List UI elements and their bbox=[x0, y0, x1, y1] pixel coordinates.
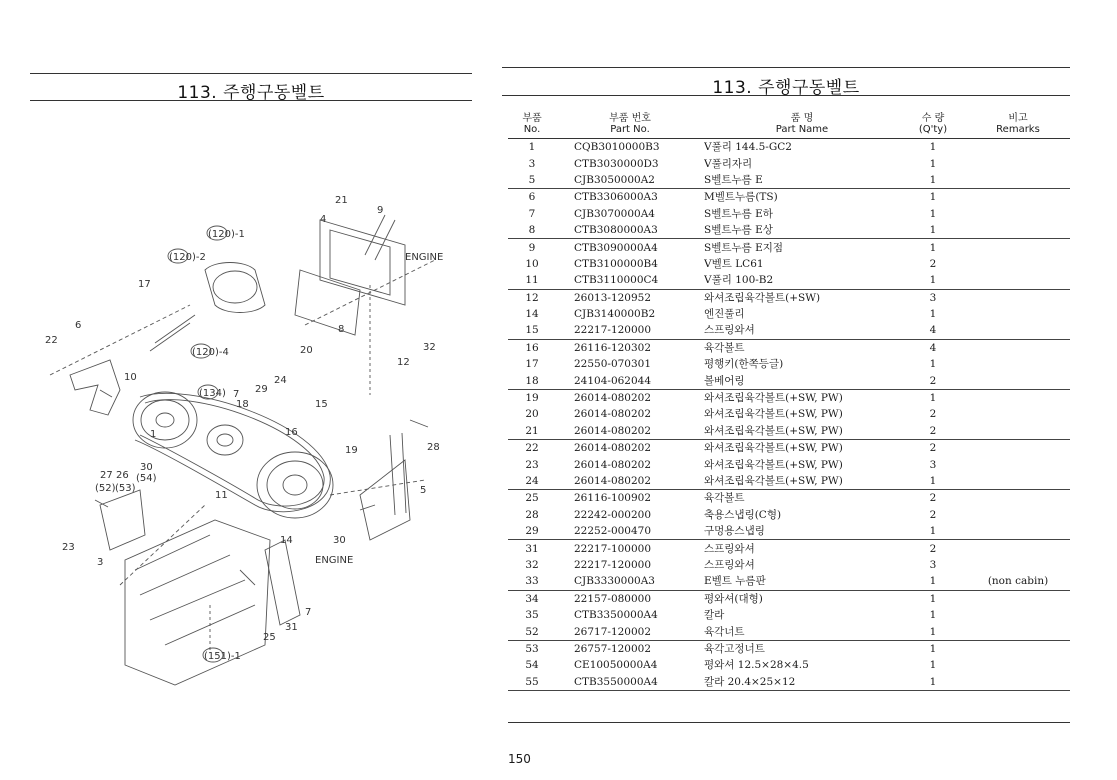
quantity: 1 bbox=[929, 207, 937, 220]
part-name: 칼라 20.4×25×12 bbox=[704, 674, 900, 691]
part-name: E벨트 누름판 bbox=[704, 573, 900, 590]
quantity: 2 bbox=[929, 508, 937, 521]
part-name: 평와셔 12.5×28×4.5 bbox=[704, 659, 809, 672]
table-row bbox=[508, 674, 1070, 691]
remarks: (non cabin) bbox=[966, 573, 1070, 590]
quantity: 1 bbox=[929, 659, 937, 672]
quantity: 1 bbox=[929, 609, 937, 622]
part-name: V풀리 144.5-GC2 bbox=[704, 141, 792, 154]
diagram-label: (120)-1 bbox=[208, 229, 245, 240]
quantity: 3 bbox=[929, 458, 937, 471]
diagram-label: (54) bbox=[136, 473, 157, 484]
remarks bbox=[966, 389, 1070, 406]
part-number-index: 17 bbox=[525, 358, 539, 371]
diagram-label: 5 bbox=[420, 485, 427, 496]
part-code: CTB3030000D3 bbox=[574, 157, 659, 170]
col-header-remarks: 비고 Remarks bbox=[966, 110, 1070, 139]
table-row bbox=[508, 423, 1070, 440]
table-row bbox=[508, 139, 1070, 156]
part-code: CTB3110000C4 bbox=[556, 272, 704, 289]
part-number-index: 22 bbox=[525, 442, 539, 455]
diagram-label: 8 bbox=[338, 324, 345, 335]
part-name: 와셔조립육각볼트(+SW, PW) bbox=[704, 442, 843, 455]
part-name: S벨트누름 E지점 bbox=[704, 241, 784, 254]
diagram-label: ENGINE bbox=[315, 555, 354, 566]
part-name: S벨트누름 E상 bbox=[704, 222, 900, 239]
part-code: CE10050000A4 bbox=[574, 659, 658, 672]
quantity: 2 bbox=[900, 372, 966, 389]
quantity: 1 bbox=[929, 392, 937, 405]
part-code: CQB3010000B3 bbox=[574, 141, 660, 154]
quantity: 1 bbox=[929, 592, 937, 605]
diagram-label: 26 bbox=[116, 470, 129, 481]
quantity: 1 bbox=[900, 272, 966, 289]
diagram-label: 15 bbox=[315, 399, 328, 410]
part-number-index: 28 bbox=[525, 508, 539, 521]
diagram-label: 11 bbox=[215, 490, 228, 501]
diagram-label: 27 bbox=[100, 470, 113, 481]
remarks bbox=[966, 189, 1070, 206]
col-header-part-name: 품 명 Part Name bbox=[704, 110, 900, 139]
part-name: 와셔조립육각볼트(+SW) bbox=[704, 291, 821, 304]
part-code: CTB3306000A3 bbox=[574, 191, 658, 204]
part-number-index: 6 bbox=[528, 191, 536, 204]
quantity: 1 bbox=[929, 191, 937, 204]
part-code: 22217-120000 bbox=[556, 322, 704, 339]
remarks bbox=[966, 172, 1070, 189]
part-number-index: 14 bbox=[525, 308, 539, 321]
part-name: M벨트누름(TS) bbox=[704, 191, 778, 204]
quantity: 1 bbox=[900, 523, 966, 540]
part-number-index: 15 bbox=[508, 322, 556, 339]
quantity: 2 bbox=[929, 442, 937, 455]
diagram-label: 6 bbox=[75, 320, 82, 331]
part-name: 칼라 bbox=[704, 609, 725, 622]
part-code: CJB3140000B2 bbox=[574, 308, 656, 321]
part-name: 와셔조립육각볼트(+SW, PW) bbox=[704, 408, 843, 421]
quantity: 4 bbox=[900, 322, 966, 339]
part-name: V벨트 LC61 bbox=[704, 257, 764, 270]
part-number-index: 25 bbox=[525, 492, 539, 505]
quantity: 2 bbox=[929, 492, 937, 505]
part-name: 육각고정너트 bbox=[704, 642, 765, 655]
diagram-label: (120)-4 bbox=[192, 347, 229, 358]
quantity: 3 bbox=[929, 291, 937, 304]
part-number-index: 21 bbox=[508, 423, 556, 440]
quantity: 1 bbox=[929, 157, 937, 170]
part-number-index: 12 bbox=[525, 291, 539, 304]
part-number-index: 11 bbox=[508, 272, 556, 289]
remarks bbox=[966, 289, 1070, 306]
remarks bbox=[966, 306, 1070, 322]
part-number-index: 7 bbox=[528, 207, 536, 220]
diagram-label: 31 bbox=[285, 622, 298, 633]
table-row bbox=[508, 306, 1070, 322]
part-number-index: 31 bbox=[525, 542, 539, 555]
table-row bbox=[508, 473, 1070, 490]
part-number-index: 18 bbox=[508, 372, 556, 389]
remarks bbox=[966, 155, 1070, 171]
quantity: 3 bbox=[929, 558, 937, 571]
part-number-index: 3 bbox=[528, 157, 536, 170]
table-row bbox=[508, 540, 1070, 557]
remarks bbox=[966, 356, 1070, 372]
part-code: 26014-080202 bbox=[574, 458, 652, 471]
part-name: 와셔조립육각볼트(+SW, PW) bbox=[704, 423, 900, 440]
table-row bbox=[508, 657, 1070, 673]
remarks bbox=[966, 322, 1070, 339]
part-name: S벨트누름 E하 bbox=[704, 207, 773, 220]
quantity: 2 bbox=[929, 257, 937, 270]
table-row bbox=[508, 440, 1070, 457]
part-code: 22217-120000 bbox=[574, 558, 652, 571]
quantity: 1 bbox=[929, 241, 937, 254]
quantity: 1 bbox=[900, 473, 966, 490]
quantity: 1 bbox=[900, 222, 966, 239]
quantity: 1 bbox=[900, 573, 966, 590]
table-row bbox=[508, 189, 1070, 206]
part-number-index: 35 bbox=[525, 609, 539, 622]
part-number-index: 53 bbox=[525, 642, 539, 655]
diagram-label: 19 bbox=[345, 445, 358, 456]
diagram-label: 3 bbox=[97, 557, 104, 568]
page-number: 150 bbox=[508, 752, 531, 766]
left-page-title: 113. 주행구동벨트 bbox=[177, 83, 325, 103]
table-row bbox=[508, 256, 1070, 272]
exploded-parts-diagram bbox=[30, 175, 450, 705]
quantity: 1 bbox=[900, 674, 966, 691]
part-number-index: 24 bbox=[508, 473, 556, 490]
diagram-label: 14 bbox=[280, 535, 293, 546]
remarks bbox=[966, 256, 1070, 272]
remarks bbox=[966, 440, 1070, 457]
part-name: 와셔조립육각볼트(+SW, PW) bbox=[704, 458, 843, 471]
part-code: 22550-070301 bbox=[574, 358, 652, 371]
part-code: CTB3350000A4 bbox=[574, 609, 658, 622]
quantity: 2 bbox=[900, 423, 966, 440]
left-title-top-rule bbox=[30, 73, 472, 74]
col-header-qty: 수 량 (Q'ty) bbox=[900, 110, 966, 139]
table-row bbox=[508, 507, 1070, 523]
part-number-index: 1 bbox=[528, 141, 536, 154]
part-code: 26014-080202 bbox=[574, 442, 652, 455]
remarks bbox=[966, 239, 1070, 256]
part-name: S벨트누름 E bbox=[704, 172, 900, 189]
part-code: 22157-080000 bbox=[574, 592, 652, 605]
table-bottom-rule bbox=[508, 722, 1070, 723]
remarks bbox=[966, 272, 1070, 289]
part-name: 육각볼트 bbox=[704, 492, 745, 505]
diagram-label: 23 bbox=[62, 542, 75, 553]
table-row bbox=[508, 272, 1070, 289]
table-row bbox=[508, 523, 1070, 540]
remarks bbox=[966, 206, 1070, 222]
remarks bbox=[966, 657, 1070, 673]
part-code: CJB3050000A2 bbox=[556, 172, 704, 189]
table-row bbox=[508, 607, 1070, 623]
quantity: 1 bbox=[929, 141, 937, 154]
table-row bbox=[508, 356, 1070, 372]
remarks bbox=[966, 607, 1070, 623]
part-name: 스프링와셔 bbox=[704, 558, 755, 571]
table-row bbox=[508, 172, 1070, 189]
remarks bbox=[966, 557, 1070, 573]
part-code: 22242-000200 bbox=[574, 508, 652, 521]
part-number-index: 34 bbox=[525, 592, 539, 605]
diagram-label: 16 bbox=[285, 427, 298, 438]
part-number-index: 20 bbox=[525, 408, 539, 421]
remarks bbox=[966, 540, 1070, 557]
remarks bbox=[966, 623, 1070, 640]
quantity: 1 bbox=[929, 308, 937, 321]
part-name: 와셔조립육각볼트(+SW, PW) bbox=[704, 392, 843, 405]
diagram-label: 25 bbox=[263, 632, 276, 643]
part-number-index: 23 bbox=[525, 458, 539, 471]
diagram-label: 9 bbox=[377, 205, 384, 216]
part-number-index: 9 bbox=[528, 241, 536, 254]
part-code: 26116-100902 bbox=[574, 492, 652, 505]
left-title-bottom-rule bbox=[30, 100, 472, 101]
remarks bbox=[966, 372, 1070, 389]
diagram-label: (134) bbox=[199, 388, 226, 399]
part-name: 스프링와셔 bbox=[704, 542, 755, 555]
diagram-label: 1 bbox=[150, 429, 157, 440]
part-name: 육각볼트 bbox=[704, 341, 745, 354]
remarks bbox=[966, 456, 1070, 472]
diagram-label: 12 bbox=[397, 357, 410, 368]
remarks bbox=[966, 339, 1070, 356]
part-number-index: 32 bbox=[525, 558, 539, 571]
right-title-top-rule bbox=[502, 67, 1070, 68]
col-header-no: 부품 No. bbox=[508, 110, 556, 139]
diagram-label: 20 bbox=[300, 345, 313, 356]
part-number-index: 33 bbox=[508, 573, 556, 590]
table-row bbox=[508, 322, 1070, 339]
right-page-title: 113. 주행구동벨트 bbox=[712, 78, 860, 98]
part-number-index: 16 bbox=[525, 341, 539, 354]
part-number-index: 5 bbox=[508, 172, 556, 189]
diagram-label: (52) bbox=[95, 483, 116, 494]
part-name: 와셔조립육각볼트(+SW, PW) bbox=[704, 473, 900, 490]
part-number-index: 54 bbox=[525, 659, 539, 672]
part-name: 평와셔(대형) bbox=[704, 592, 763, 605]
part-number-index: 19 bbox=[525, 392, 539, 405]
diagram-label: 24 bbox=[274, 375, 287, 386]
diagram-label: 30 bbox=[333, 535, 346, 546]
part-name: V풀리 100-B2 bbox=[704, 272, 900, 289]
diagram-label: 4 bbox=[320, 214, 327, 225]
part-code: 26014-080202 bbox=[574, 392, 652, 405]
table-row bbox=[508, 289, 1070, 306]
diagram-label: 30 bbox=[140, 462, 153, 473]
quantity: 2 bbox=[929, 542, 937, 555]
table-row bbox=[508, 573, 1070, 590]
table-row bbox=[508, 623, 1070, 640]
part-number-index: 8 bbox=[508, 222, 556, 239]
remarks bbox=[966, 473, 1070, 490]
part-name: 엔진풀리 bbox=[704, 308, 745, 321]
remarks bbox=[966, 507, 1070, 523]
part-name: 볼베어링 bbox=[704, 372, 900, 389]
part-code: 24104-062044 bbox=[556, 372, 704, 389]
table-row bbox=[508, 206, 1070, 222]
table-row bbox=[508, 339, 1070, 356]
part-number-index: 52 bbox=[508, 623, 556, 640]
part-name: 육각너트 bbox=[704, 623, 900, 640]
part-code: CTB3100000B4 bbox=[574, 257, 658, 270]
part-code: CTB3550000A4 bbox=[556, 674, 704, 691]
part-number-index: 55 bbox=[508, 674, 556, 691]
part-code: 26116-120302 bbox=[574, 341, 652, 354]
remarks bbox=[966, 590, 1070, 607]
table-row bbox=[508, 406, 1070, 422]
part-code: 26014-080202 bbox=[556, 473, 704, 490]
part-code: 26013-120952 bbox=[574, 291, 652, 304]
part-number-index: 29 bbox=[508, 523, 556, 540]
table-row bbox=[508, 557, 1070, 573]
quantity: 1 bbox=[900, 623, 966, 640]
diagram-label: (53) bbox=[115, 483, 136, 494]
part-code: CJB3330000A3 bbox=[556, 573, 704, 590]
quantity: 2 bbox=[929, 408, 937, 421]
remarks bbox=[966, 490, 1070, 507]
part-code: 22217-100000 bbox=[574, 542, 652, 555]
remarks bbox=[966, 406, 1070, 422]
diagram-label: 29 bbox=[255, 384, 268, 395]
part-code: 26717-120002 bbox=[556, 623, 704, 640]
diagram-label: 21 bbox=[335, 195, 348, 206]
table-row bbox=[508, 590, 1070, 607]
diagram-label: 32 bbox=[423, 342, 436, 353]
part-code: 26014-080202 bbox=[556, 423, 704, 440]
part-code: CTB3090000A4 bbox=[574, 241, 658, 254]
diagram-label: 7 bbox=[305, 607, 312, 618]
part-name: V풀리자리 bbox=[704, 157, 753, 170]
col-header-part-no: 부품 번호 Part No. bbox=[556, 110, 704, 139]
remarks bbox=[966, 423, 1070, 440]
table-row bbox=[508, 155, 1070, 171]
table-row bbox=[508, 490, 1070, 507]
part-code: 26014-080202 bbox=[574, 408, 652, 421]
part-name: 축용스냅링(C형) bbox=[704, 508, 782, 521]
part-code: 26757-120002 bbox=[574, 642, 652, 655]
diagram-label: (151)-1 bbox=[204, 651, 241, 662]
part-code: 22252-000470 bbox=[556, 523, 704, 540]
part-code: CJB3070000A4 bbox=[574, 207, 655, 220]
remarks bbox=[966, 674, 1070, 691]
diagram-label: (120)-2 bbox=[169, 252, 206, 263]
diagram-label: 10 bbox=[124, 372, 137, 383]
right-title-bottom-rule bbox=[502, 95, 1070, 96]
table-row bbox=[508, 389, 1070, 406]
part-code: CTB3080000A3 bbox=[556, 222, 704, 239]
diagram-label: ENGINE bbox=[405, 252, 444, 263]
table-row bbox=[508, 222, 1070, 239]
remarks bbox=[966, 640, 1070, 657]
quantity: 1 bbox=[900, 172, 966, 189]
table-row bbox=[508, 372, 1070, 389]
diagram-label: 22 bbox=[45, 335, 58, 346]
quantity: 1 bbox=[929, 642, 937, 655]
remarks bbox=[966, 222, 1070, 239]
diagram-label: 7 bbox=[233, 389, 240, 400]
part-name: 구멍용스냅링 bbox=[704, 523, 900, 540]
quantity: 1 bbox=[929, 358, 937, 371]
part-name: 스프링와셔 bbox=[704, 322, 900, 339]
diagram-label: 18 bbox=[236, 399, 249, 410]
remarks bbox=[966, 139, 1070, 156]
table-row bbox=[508, 239, 1070, 256]
part-number-index: 10 bbox=[525, 257, 539, 270]
table-row bbox=[508, 456, 1070, 472]
part-name: 평행키(한쪽등글) bbox=[704, 358, 784, 371]
diagram-label: 17 bbox=[138, 279, 151, 290]
table-header-row bbox=[508, 110, 1070, 139]
table-row bbox=[508, 640, 1070, 657]
quantity: 4 bbox=[929, 341, 937, 354]
parts-table bbox=[508, 110, 1070, 691]
diagram-label: 28 bbox=[427, 442, 440, 453]
remarks bbox=[966, 523, 1070, 540]
